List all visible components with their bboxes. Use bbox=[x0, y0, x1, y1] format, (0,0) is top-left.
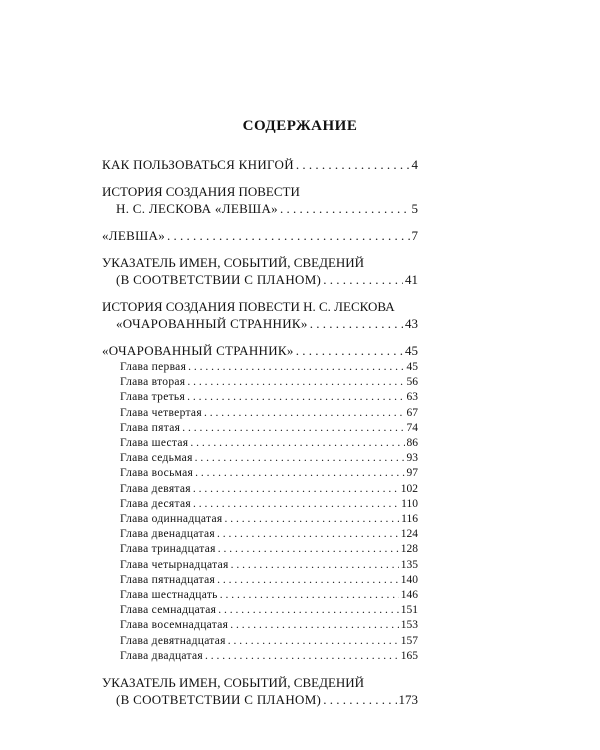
leader-dots bbox=[205, 649, 399, 664]
leader-dots bbox=[296, 342, 403, 359]
toc-entry-label: УКАЗАТЕЛЬ ИМЕН, СОБЫТИЙ, СВЕДЕНИЙ bbox=[102, 675, 365, 691]
leader-dots bbox=[296, 156, 410, 173]
leader-dots bbox=[193, 497, 399, 512]
chapter-item[interactable] bbox=[102, 558, 418, 573]
chapter-label: Глава пятнадцатая bbox=[120, 573, 216, 586]
chapter-item[interactable] bbox=[102, 497, 418, 512]
chapter-label: Глава восьмая bbox=[120, 467, 194, 480]
leader-dots bbox=[195, 466, 404, 481]
chapter-page-number: 116 bbox=[401, 513, 418, 526]
toc-entry-label: «ОЧАРОВАННЫЙ СТРАННИК» bbox=[102, 343, 294, 358]
toc-entry-history-wanderer[interactable] bbox=[102, 298, 418, 332]
chapter-page-number: 45 bbox=[406, 361, 418, 373]
chapter-page-number: 135 bbox=[400, 558, 418, 571]
leader-dots bbox=[182, 421, 404, 436]
leader-dots bbox=[225, 512, 400, 527]
toc-page-number: 4 bbox=[411, 157, 418, 172]
leader-dots bbox=[217, 573, 399, 588]
chapter-label: Глава шестая bbox=[120, 437, 189, 450]
chapter-label: Глава четвертая bbox=[120, 406, 202, 419]
chapter-label: Глава девятая bbox=[120, 482, 191, 495]
chapter-page-number: 102 bbox=[400, 482, 418, 495]
chapter-label: Глава двадцатая bbox=[120, 649, 203, 662]
chapter-list bbox=[102, 360, 418, 664]
chapter-item[interactable] bbox=[102, 375, 418, 390]
toc-page-number: 173 bbox=[398, 692, 418, 708]
toc-page-number: 7 bbox=[411, 228, 418, 243]
toc-entry-label-continued: «ОЧАРОВАННЫЙ СТРАННИК» bbox=[116, 316, 308, 331]
chapter-label: Глава двенадцатая bbox=[120, 528, 215, 541]
chapter-item[interactable] bbox=[102, 542, 418, 557]
leader-dots bbox=[218, 542, 399, 557]
leader-dots bbox=[167, 227, 409, 244]
chapter-page-number: 124 bbox=[400, 528, 418, 541]
chapter-item[interactable] bbox=[102, 603, 418, 618]
chapter-page-number: 86 bbox=[406, 437, 418, 450]
toc-entry-label: ИСТОРИЯ СОЗДАНИЯ ПОВЕСТИ Н. С. ЛЕСКОВА bbox=[102, 299, 395, 314]
chapter-item[interactable] bbox=[102, 527, 418, 542]
toc-entry-label: ИСТОРИЯ СОЗДАНИЯ ПОВЕСТИ bbox=[102, 184, 300, 199]
leader-dots bbox=[231, 558, 399, 573]
chapter-label: Глава семнадцатая bbox=[120, 604, 217, 617]
toc-page-number: 5 bbox=[411, 201, 418, 216]
toc-entry-label: УКАЗАТЕЛЬ ИМЕН, СОБЫТИЙ, СВЕДЕНИЙ bbox=[102, 255, 365, 270]
chapter-page-number: 67 bbox=[406, 406, 418, 419]
toc-page-number: 45 bbox=[405, 343, 418, 358]
chapter-label: Глава четырнадцатая bbox=[120, 558, 229, 571]
chapter-label: Глава десятая bbox=[120, 497, 191, 510]
chapter-label: Глава девятнадцатая bbox=[120, 634, 226, 647]
leader-dots bbox=[280, 200, 410, 217]
leader-dots bbox=[195, 451, 405, 466]
leader-dots bbox=[228, 634, 399, 649]
chapter-item[interactable] bbox=[102, 406, 418, 421]
chapter-label: Глава первая bbox=[120, 361, 187, 373]
leader-dots bbox=[187, 375, 404, 390]
chapter-item[interactable] bbox=[102, 390, 418, 405]
toc-entry-index-levsha[interactable] bbox=[102, 254, 418, 288]
chapter-item[interactable] bbox=[102, 512, 418, 527]
toc-entry-label-continued: (В СООТВЕТСТВИИ С ПЛАНОМ) bbox=[116, 692, 322, 708]
chapter-label: Глава восемнадцатая bbox=[120, 619, 229, 632]
leader-dots bbox=[220, 588, 399, 603]
chapter-page-number: 165 bbox=[400, 649, 418, 662]
chapter-item[interactable] bbox=[102, 573, 418, 588]
toc-page-number: 41 bbox=[405, 272, 418, 287]
toc-page-number: 43 bbox=[405, 316, 418, 331]
leader-dots bbox=[218, 603, 399, 618]
chapter-item[interactable] bbox=[102, 466, 418, 481]
chapter-page-number: 93 bbox=[406, 452, 418, 465]
toc-entry-wanderer[interactable] bbox=[102, 342, 418, 664]
leader-dots bbox=[323, 691, 396, 708]
chapter-item[interactable] bbox=[102, 451, 418, 466]
chapter-label: Глава вторая bbox=[120, 376, 186, 389]
chapter-item[interactable] bbox=[102, 649, 418, 664]
leader-dots bbox=[190, 436, 404, 451]
toc-entry-index-wanderer[interactable] bbox=[102, 674, 418, 708]
chapter-item[interactable] bbox=[102, 482, 418, 497]
page-title: СОДЕРЖАНИЕ bbox=[242, 118, 358, 134]
chapter-label: Глава седьмая bbox=[120, 452, 193, 465]
leader-dots bbox=[217, 527, 399, 542]
chapter-item[interactable] bbox=[102, 618, 418, 633]
chapter-item[interactable] bbox=[102, 588, 418, 603]
chapter-item[interactable] bbox=[102, 421, 418, 436]
toc-entry-label: КАК ПОЛЬЗОВАТЬСЯ КНИГОЙ bbox=[102, 157, 294, 172]
chapter-label: Глава третья bbox=[120, 391, 186, 404]
leader-dots bbox=[188, 360, 404, 375]
leader-dots bbox=[310, 315, 403, 332]
chapter-page-number: 157 bbox=[400, 634, 418, 647]
toc-entry-label: «ЛЕВША» bbox=[102, 228, 166, 243]
chapter-label: Глава одиннадцатая bbox=[120, 513, 223, 526]
chapter-page-number: 74 bbox=[406, 421, 418, 434]
chapter-page-number: 151 bbox=[400, 604, 418, 617]
leader-dots bbox=[187, 390, 404, 405]
leader-dots bbox=[193, 482, 399, 497]
chapter-item[interactable] bbox=[102, 436, 418, 451]
chapter-page-number: 56 bbox=[406, 376, 418, 389]
chapter-page-number: 153 bbox=[400, 619, 418, 632]
leader-dots bbox=[230, 618, 399, 633]
chapter-item[interactable] bbox=[102, 634, 418, 649]
leader-dots bbox=[323, 271, 403, 288]
toc-entry-label-continued: Н. С. ЛЕСКОВА «ЛЕВША» bbox=[116, 201, 278, 216]
chapter-page-number: 97 bbox=[406, 467, 418, 480]
toc-entry-how-to-use[interactable] bbox=[102, 156, 418, 173]
toc-entry-levsha[interactable] bbox=[102, 227, 418, 244]
table-of-contents bbox=[102, 156, 418, 718]
chapter-item[interactable] bbox=[102, 360, 418, 375]
chapter-page-number: 146 bbox=[400, 589, 418, 602]
chapter-label: Глава пятая bbox=[120, 421, 181, 434]
chapter-page-number: 140 bbox=[400, 573, 418, 586]
toc-entry-history-levsha[interactable] bbox=[102, 183, 418, 217]
chapter-page-number: 110 bbox=[401, 497, 418, 510]
chapter-label: Глава шестнадцать bbox=[120, 589, 218, 602]
toc-entry-label-continued: (В СООТВЕТСТВИИ С ПЛАНОМ) bbox=[116, 272, 322, 287]
chapter-label: Глава тринадцатая bbox=[120, 543, 216, 556]
leader-dots bbox=[204, 406, 405, 421]
chapter-page-number: 63 bbox=[406, 391, 418, 404]
chapter-page-number: 128 bbox=[400, 543, 418, 556]
